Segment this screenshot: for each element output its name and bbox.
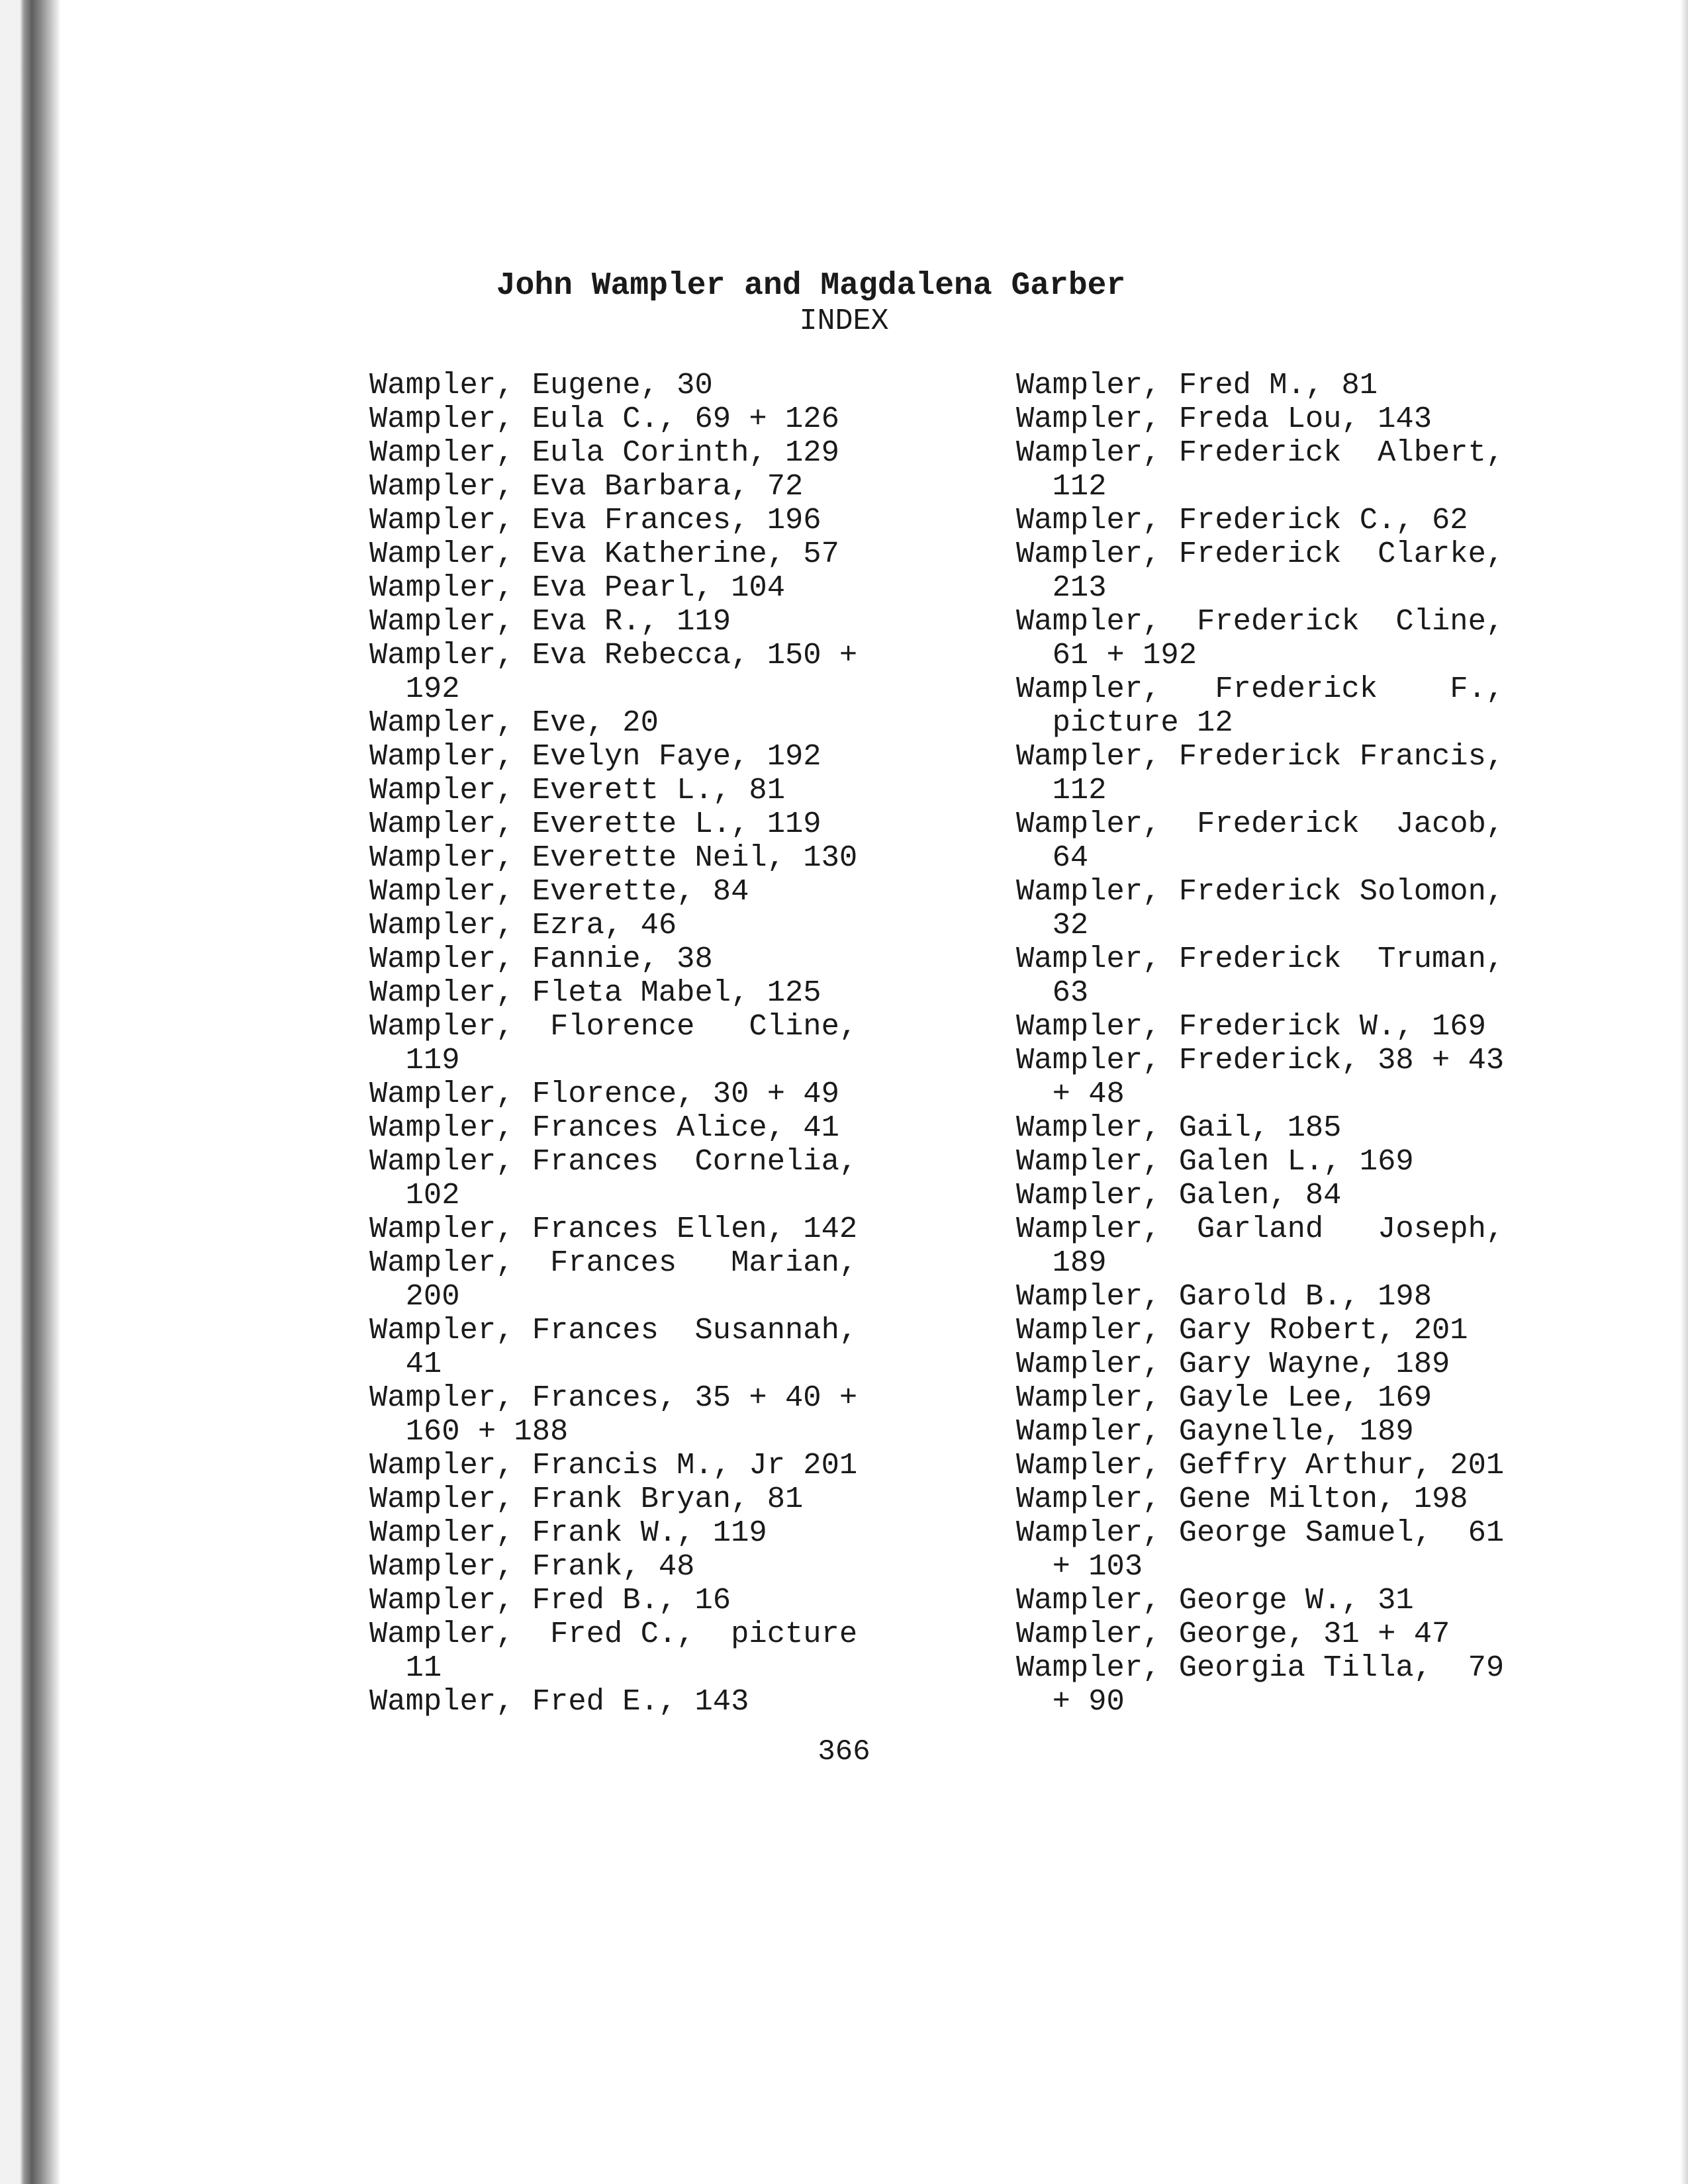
index-entry: Wampler, Eva Frances, 196: [369, 503, 821, 537]
index-entry: Wampler, Gary Wayne, 189: [1016, 1347, 1450, 1381]
index-entry: Wampler, Eula C., 69 + 126: [369, 402, 839, 436]
index-entry-continuation: 11: [369, 1651, 442, 1685]
index-entry: Wampler, Frances Marian,: [369, 1246, 858, 1280]
index-entry: Wampler, Frederick Francis,: [1016, 739, 1505, 774]
index-entry: Wampler, Frank Bryan, 81: [369, 1482, 804, 1516]
index-entry: Wampler, Eva Barbara, 72: [369, 469, 804, 504]
index-entry: Wampler, Frank, 48: [369, 1549, 695, 1584]
index-entry: Wampler, Frederick Jacob,: [1016, 807, 1505, 841]
index-entry: Wampler, Frederick Truman,: [1016, 942, 1505, 976]
index-entry: Wampler, Eva Katherine, 57: [369, 537, 839, 571]
index-entry: Wampler, Frederick C., 62: [1016, 503, 1468, 537]
index-entry: Wampler, Eula Corinth, 129: [369, 435, 839, 470]
index-entry-continuation: picture 12: [1016, 705, 1233, 740]
index-entry: Wampler, Frederick Cline,: [1016, 604, 1505, 639]
index-entry-continuation: 64: [1016, 841, 1089, 875]
index-entry: Wampler, Francis M., Jr 201: [369, 1448, 858, 1482]
index-entry: Wampler, Everette, 84: [369, 874, 749, 909]
index-entry: Wampler, Everette Neil, 130: [369, 841, 858, 875]
index-entry: Wampler, Gaynelle, 189: [1016, 1414, 1414, 1449]
index-entry: Wampler, Frances Alice, 41: [369, 1111, 839, 1145]
index-entry: Wampler, Frank W., 119: [369, 1516, 767, 1550]
index-entry-continuation: 41: [369, 1347, 442, 1381]
index-entry: Wampler, Frederick, 38 + 43: [1016, 1043, 1505, 1077]
index-entry: Wampler, George, 31 + 47: [1016, 1617, 1450, 1651]
index-entry-continuation: + 90: [1016, 1684, 1125, 1719]
page-number: 366: [818, 1735, 870, 1768]
index-entry-continuation: 119: [369, 1043, 460, 1077]
index-entry: Wampler, Georgia Tilla, 79: [1016, 1651, 1505, 1685]
index-entry-continuation: 200: [369, 1279, 460, 1314]
index-entry-continuation: 112: [1016, 773, 1107, 807]
index-entry: Wampler, Everette L., 119: [369, 807, 821, 841]
index-entry: Wampler, Florence, 30 + 49: [369, 1077, 839, 1111]
index-entry-continuation: 102: [369, 1178, 460, 1212]
index-entry-continuation: 189: [1016, 1246, 1107, 1280]
index-entry: Wampler, Gene Milton, 198: [1016, 1482, 1468, 1516]
index-entry: Wampler, Gayle Lee, 169: [1016, 1381, 1432, 1415]
index-entry: Wampler, Eve, 20: [369, 705, 659, 740]
index-entry: Wampler, Eva R., 119: [369, 604, 731, 639]
index-entry: Wampler, Gary Robert, 201: [1016, 1313, 1468, 1347]
index-entry: Wampler, Eva Pearl, 104: [369, 570, 786, 605]
index-entry: Wampler, Frances Susannah,: [369, 1313, 858, 1347]
index-entry: Wampler, Garold B., 198: [1016, 1279, 1432, 1314]
index-column-left: [369, 369, 906, 1719]
index-entry: Wampler, Eugene, 30: [369, 368, 713, 402]
index-entry: Wampler, Frances, 35 + 40 +: [369, 1381, 858, 1415]
index-entry-continuation: 61 + 192: [1016, 638, 1197, 672]
index-heading: INDEX: [799, 304, 889, 338]
page-header: [0, 267, 1688, 339]
index-entry: Wampler, Galen, 84: [1016, 1178, 1342, 1212]
index-entry: Wampler, Geffry Arthur, 201: [1016, 1448, 1505, 1482]
index-entry: Wampler, Everett L., 81: [369, 773, 786, 807]
index-entry: Wampler, Frances Cornelia,: [369, 1144, 858, 1179]
index-entry: Wampler, Frederick W., 169: [1016, 1009, 1486, 1044]
index-entry: Wampler, Galen L., 169: [1016, 1144, 1414, 1179]
index-entry: Wampler, Frederick F.,: [1016, 672, 1505, 706]
index-entry: Wampler, Frederick Solomon,: [1016, 874, 1505, 909]
index-entry: Wampler, Fleta Mabel, 125: [369, 976, 821, 1010]
index-entry: Wampler, Freda Lou, 143: [1016, 402, 1432, 436]
index-column-right: [1016, 369, 1559, 1719]
index-entry-continuation: 192: [369, 672, 460, 706]
index-entry: Wampler, Florence Cline,: [369, 1009, 858, 1044]
index-entry: Wampler, Fred M., 81: [1016, 368, 1378, 402]
document-title: John Wampler and Magdalena Garber: [496, 268, 1126, 304]
index-entry: Wampler, Eva Rebecca, 150 +: [369, 638, 858, 672]
index-entry: Wampler, Frederick Albert,: [1016, 435, 1505, 470]
index-entry: Wampler, Ezra, 46: [369, 908, 677, 942]
index-entry: Wampler, Fred C., picture: [369, 1617, 858, 1651]
index-entry: Wampler, Garland Joseph,: [1016, 1212, 1505, 1246]
index-entry-continuation: 160 + 188: [369, 1414, 569, 1449]
index-entry: Wampler, Fred E., 143: [369, 1684, 749, 1719]
index-entry: Wampler, Frances Ellen, 142: [369, 1212, 858, 1246]
index-entry-continuation: + 48: [1016, 1077, 1125, 1111]
index-entry: Wampler, George W., 31: [1016, 1583, 1414, 1617]
index-entry-continuation: + 103: [1016, 1549, 1143, 1584]
index-entry-continuation: 213: [1016, 570, 1107, 605]
index-entry: Wampler, Evelyn Faye, 192: [369, 739, 821, 774]
index-entry: Wampler, Fannie, 38: [369, 942, 713, 976]
index-entry: Wampler, Fred B., 16: [369, 1583, 731, 1617]
index-entry: Wampler, Frederick Clarke,: [1016, 537, 1505, 571]
index-entry-continuation: 63: [1016, 976, 1089, 1010]
index-entry-continuation: 32: [1016, 908, 1089, 942]
index-entry: Wampler, Gail, 185: [1016, 1111, 1342, 1145]
index-entry: Wampler, George Samuel, 61: [1016, 1516, 1505, 1550]
index-entry-continuation: 112: [1016, 469, 1107, 504]
